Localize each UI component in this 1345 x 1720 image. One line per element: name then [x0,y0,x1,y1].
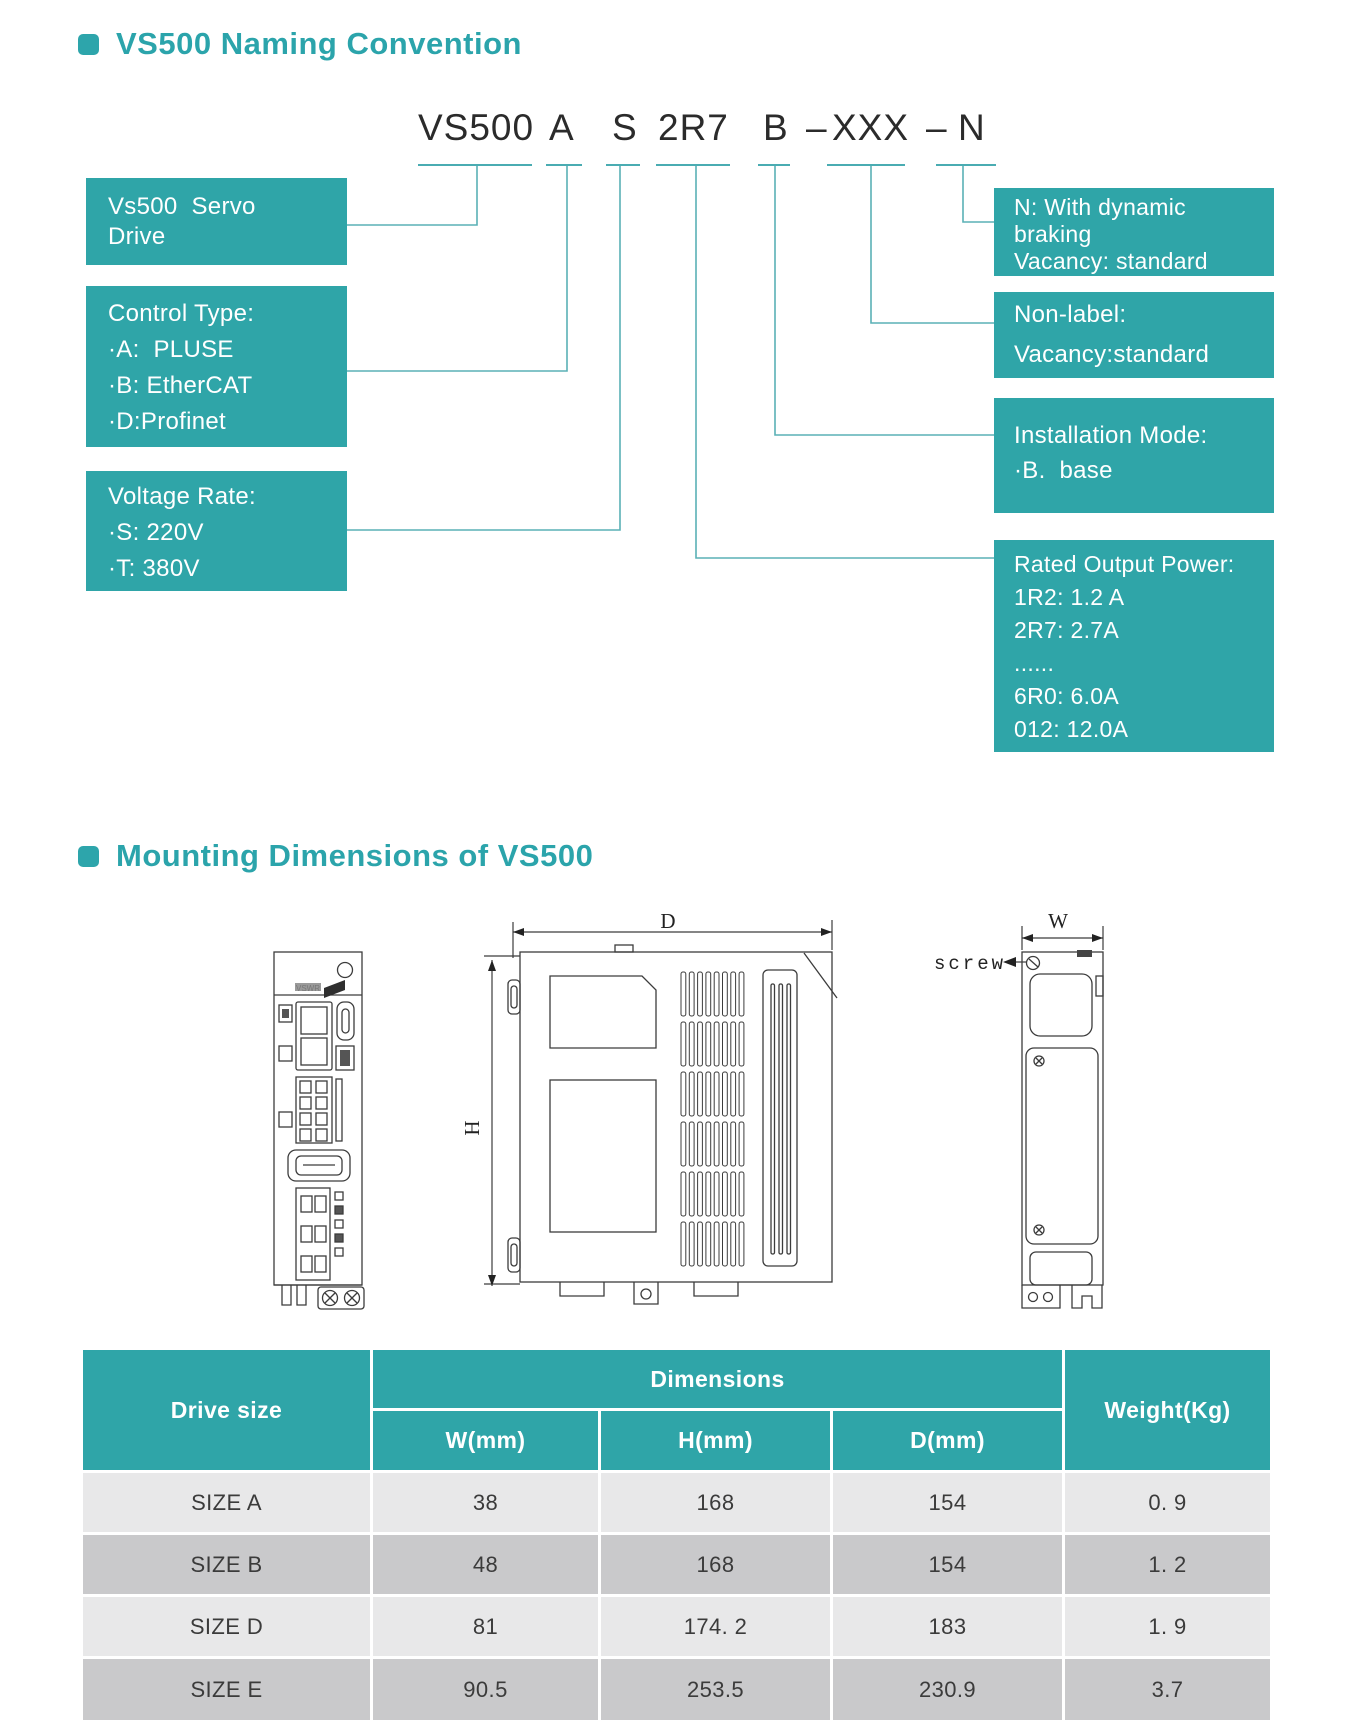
cell-w: 48 [373,1535,598,1594]
box-line: ·B. base [1014,457,1113,484]
code-underline [546,164,582,166]
box-line: Vacancy: standard [1014,248,1208,274]
cell-d: 183 [833,1597,1062,1656]
box-line: Vs500 Servo [108,193,256,220]
code-seg-voltage: S [612,107,638,148]
box-line: ·A: PLUSE [108,336,234,363]
box-line: Vacancy:standard [1014,341,1210,368]
cell-h: 174. 2 [601,1597,830,1656]
box-line: Installation Mode: [1014,422,1208,449]
mounting-drawings [0,850,1345,1325]
naming-box-non-label [994,292,1274,378]
box-line: braking [1014,221,1092,247]
code-underline [418,164,532,166]
screw-label: screw [934,953,1007,975]
section-title-text: VS500 Naming Convention [116,26,522,61]
box-line: N: With dynamic [1014,194,1186,220]
cell-weight: 0. 9 [1065,1473,1270,1532]
code-seg-label: XXX [832,107,910,148]
box-line: ...... [1014,650,1055,676]
col-header-d-mm: D(mm) [910,1427,985,1453]
cell-drive-size: SIZE D [83,1597,370,1656]
naming-box-control-type [86,286,347,447]
col-header-weight: Weight(Kg) [1104,1396,1231,1423]
dim-label-depth: D [660,909,676,933]
box-line: 1R2: 1.2 A [1014,584,1125,610]
cell-w: 38 [373,1473,598,1532]
dimension-annotations [296,909,1103,1286]
code-seg-install: B [763,107,789,148]
box-line: ·S: 220V [108,519,204,546]
naming-box-rated-output-power [994,540,1274,752]
col-header-w-mm: W(mm) [445,1427,526,1453]
code-underline [758,164,790,166]
front-panel-logo: VSWR [296,984,320,993]
naming-section-title [78,26,522,62]
box-line: Drive [108,223,166,250]
table-row-size-d [83,1597,1270,1656]
cell-d: 230.9 [833,1659,1062,1720]
col-header-dimensions: Dimensions [650,1365,785,1392]
box-line: Non-label: [1014,301,1127,328]
table-divider [1062,1350,1065,1470]
table-row-size-a [83,1473,1270,1532]
table-divider [830,1411,833,1470]
code-dash-1: – [806,107,828,148]
cell-weight: 3.7 [1065,1659,1270,1720]
cell-d: 154 [833,1473,1062,1532]
naming-box-servo-drive [86,178,347,265]
code-seg-power: 2R7 [658,107,729,148]
code-seg-braking: N [958,107,986,148]
code-dash-2: – [926,107,948,148]
front-view-drawing [274,952,364,1309]
code-underline [656,164,730,166]
section-title-text: Mounting Dimensions of VS500 [116,838,594,873]
col-header-drive-size: Drive size [170,1396,283,1423]
cell-h: 253.5 [601,1659,830,1720]
code-seg-control: A [549,107,575,148]
table-row-size-b [83,1535,1270,1594]
box-line: 6R0: 6.0A [1014,683,1119,709]
box-line: Rated Output Power: [1014,551,1235,577]
table-row-size-e [83,1659,1270,1720]
naming-box-installation-mode [994,398,1274,513]
cell-h: 168 [601,1535,830,1594]
col-header-h-mm: H(mm) [678,1427,753,1453]
table-divider [598,1411,601,1470]
cell-w: 81 [373,1597,598,1656]
dim-label-height: H [460,1120,484,1136]
box-line: ·T: 380V [108,555,200,582]
code-underline [936,164,996,166]
box-line: 012: 12.0A [1014,716,1129,742]
cell-weight: 1. 2 [1065,1535,1270,1594]
cell-w: 90.5 [373,1659,598,1720]
cell-drive-size: SIZE A [83,1473,370,1532]
code-underline [827,164,905,166]
naming-box-voltage-rate [86,471,347,591]
box-line: 2R7: 2.7A [1014,617,1119,643]
table-divider [373,1408,1062,1411]
side-view-drawing [508,945,837,1304]
naming-box-dynamic-braking [994,188,1274,276]
box-line: ·D:Profinet [108,408,227,435]
dimensions-table [83,1350,1270,1720]
box-line: Voltage Rate: [108,483,257,510]
box-line: Control Type: [108,300,255,327]
cell-weight: 1. 9 [1065,1597,1270,1656]
code-underline [606,164,640,166]
cell-d: 154 [833,1535,1062,1594]
box-line: ·B: EtherCAT [108,372,253,399]
dim-label-width: W [1048,909,1068,933]
cell-h: 168 [601,1473,830,1532]
code-seg-series: VS500 [418,107,535,148]
section-bullet-icon [78,34,99,55]
cell-drive-size: SIZE E [83,1659,370,1720]
cell-drive-size: SIZE B [83,1535,370,1594]
rear-view-drawing [1022,950,1103,1308]
table-header [83,1350,1270,1470]
